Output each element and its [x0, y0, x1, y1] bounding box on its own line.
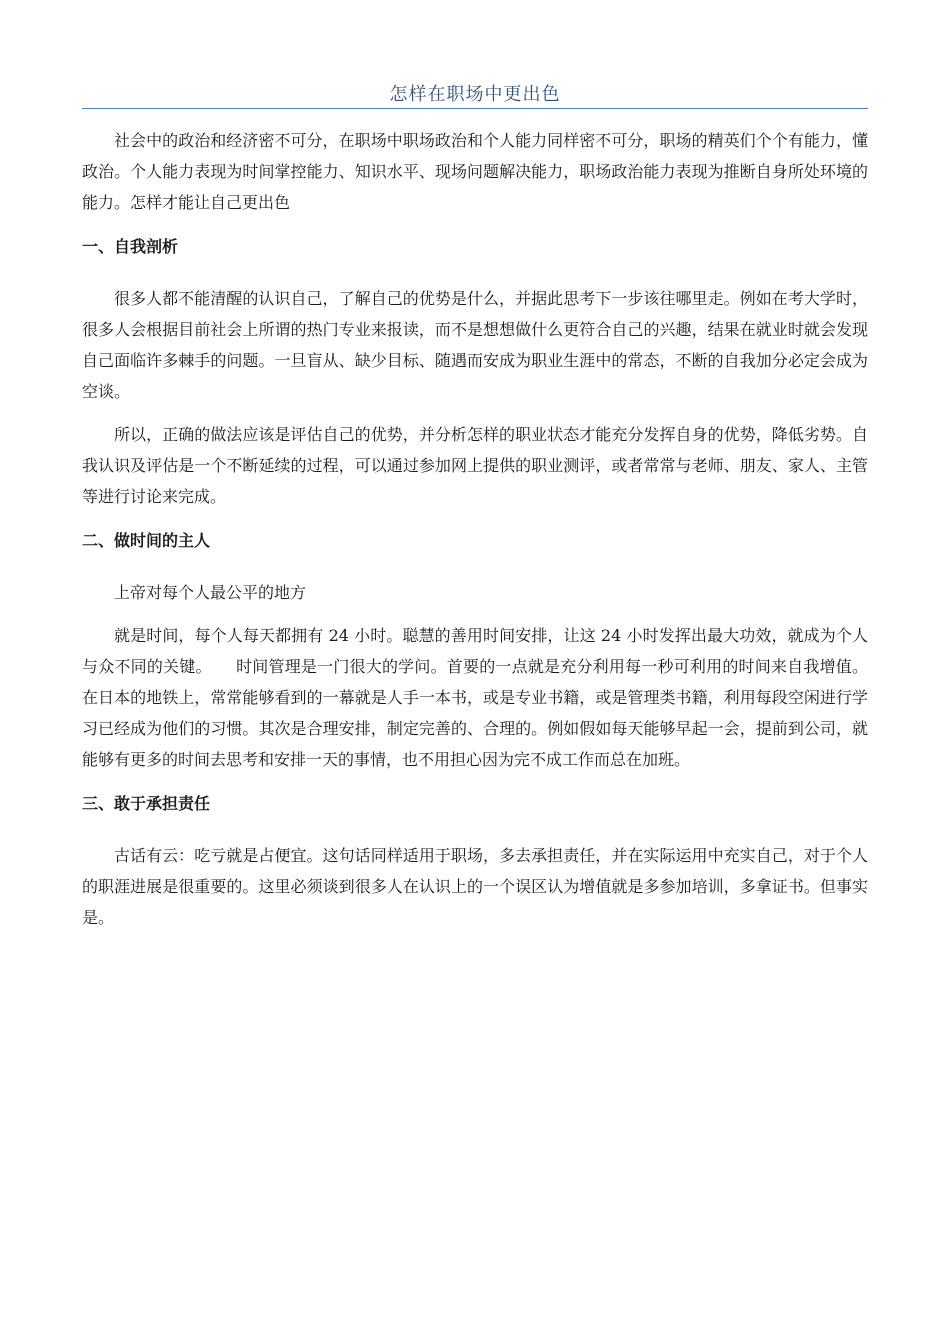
section-heading-2: 二、做时间的主人: [82, 531, 211, 550]
section-heading-3: 三、敢于承担责任: [82, 794, 211, 813]
section-1-paragraph-2: 所以，正确的做法应该是评估自己的优势，并分析怎样的职业状态才能充分发挥自身的优势，降低劣势。自我认识及评估是一个不断延续的过程，可以通过参加网上提供的职业测评，或者常常与老师、朋友、家人、主管等进行讨论来完成。: [82, 425, 868, 506]
document-page: [82, 82, 868, 933]
section-2-paragraph-1: 上帝对每个人最公平的地方: [114, 583, 307, 602]
title-block: [82, 82, 868, 109]
section-heading-1: 一、自我剖析: [82, 237, 179, 256]
section-1-paragraph-1: 很多人都不能清醒的认识自己，了解自己的优势是什么，并据此思考下一步该往哪里走。例如在考大学时，很多人会根据目前社会上所谓的热门专业来报读，而不是想想做什么更符合自己的兴趣，结果在就业时就会发现自己面临许多棘手的问题。一旦盲从、缺少目标、随遇而安成为职业生涯中的常态，不断的自我加分必定会成为空谈。: [82, 289, 868, 401]
intro-paragraph: 社会中的政治和经济密不可分，在职场中职场政治和个人能力同样密不可分，职场的精英们个个有能力，懂政治。个人能力表现为时间掌控能力、知识水平、现场问题解决能力，职场政治能力表现为推断自身所处环境的能力。怎样才能让自己更出色: [82, 131, 868, 212]
section-2-paragraph-2: 就是时间，每个人每天都拥有 24 小时。聪慧的善用时间安排，让这 24 小时发挥出最大功效，就成为个人与众不同的关键。 时间管理是一门很大的学问。首要的一点就是充分利用每一秒可利用的时间来自我增值。在日本的地铁上，常常能够看到的一幕就是人手一本书，或是专业书籍，或是管理类书籍，利用每段空闲进行学习已经成为他们的习惯。其次是合理安排，制定完善的、合理的。例如假如每天能够早起一会，提前到公司，就能够有更多的时间去思考和安排一天的事情，也不用担心因为完不成工作而总在加班。: [82, 626, 868, 769]
section-3-paragraph-1: 古话有云：吃亏就是占便宜。这句话同样适用于职场，多去承担责任，并在实际运用中充实自己，对于个人的职涯进展是很重要的。这里必须谈到很多人在认识上的一个误区认为增值就是多参加培训，多拿证书。但事实是。: [82, 846, 868, 927]
document-title: 怎样在职场中更出色: [389, 84, 561, 105]
